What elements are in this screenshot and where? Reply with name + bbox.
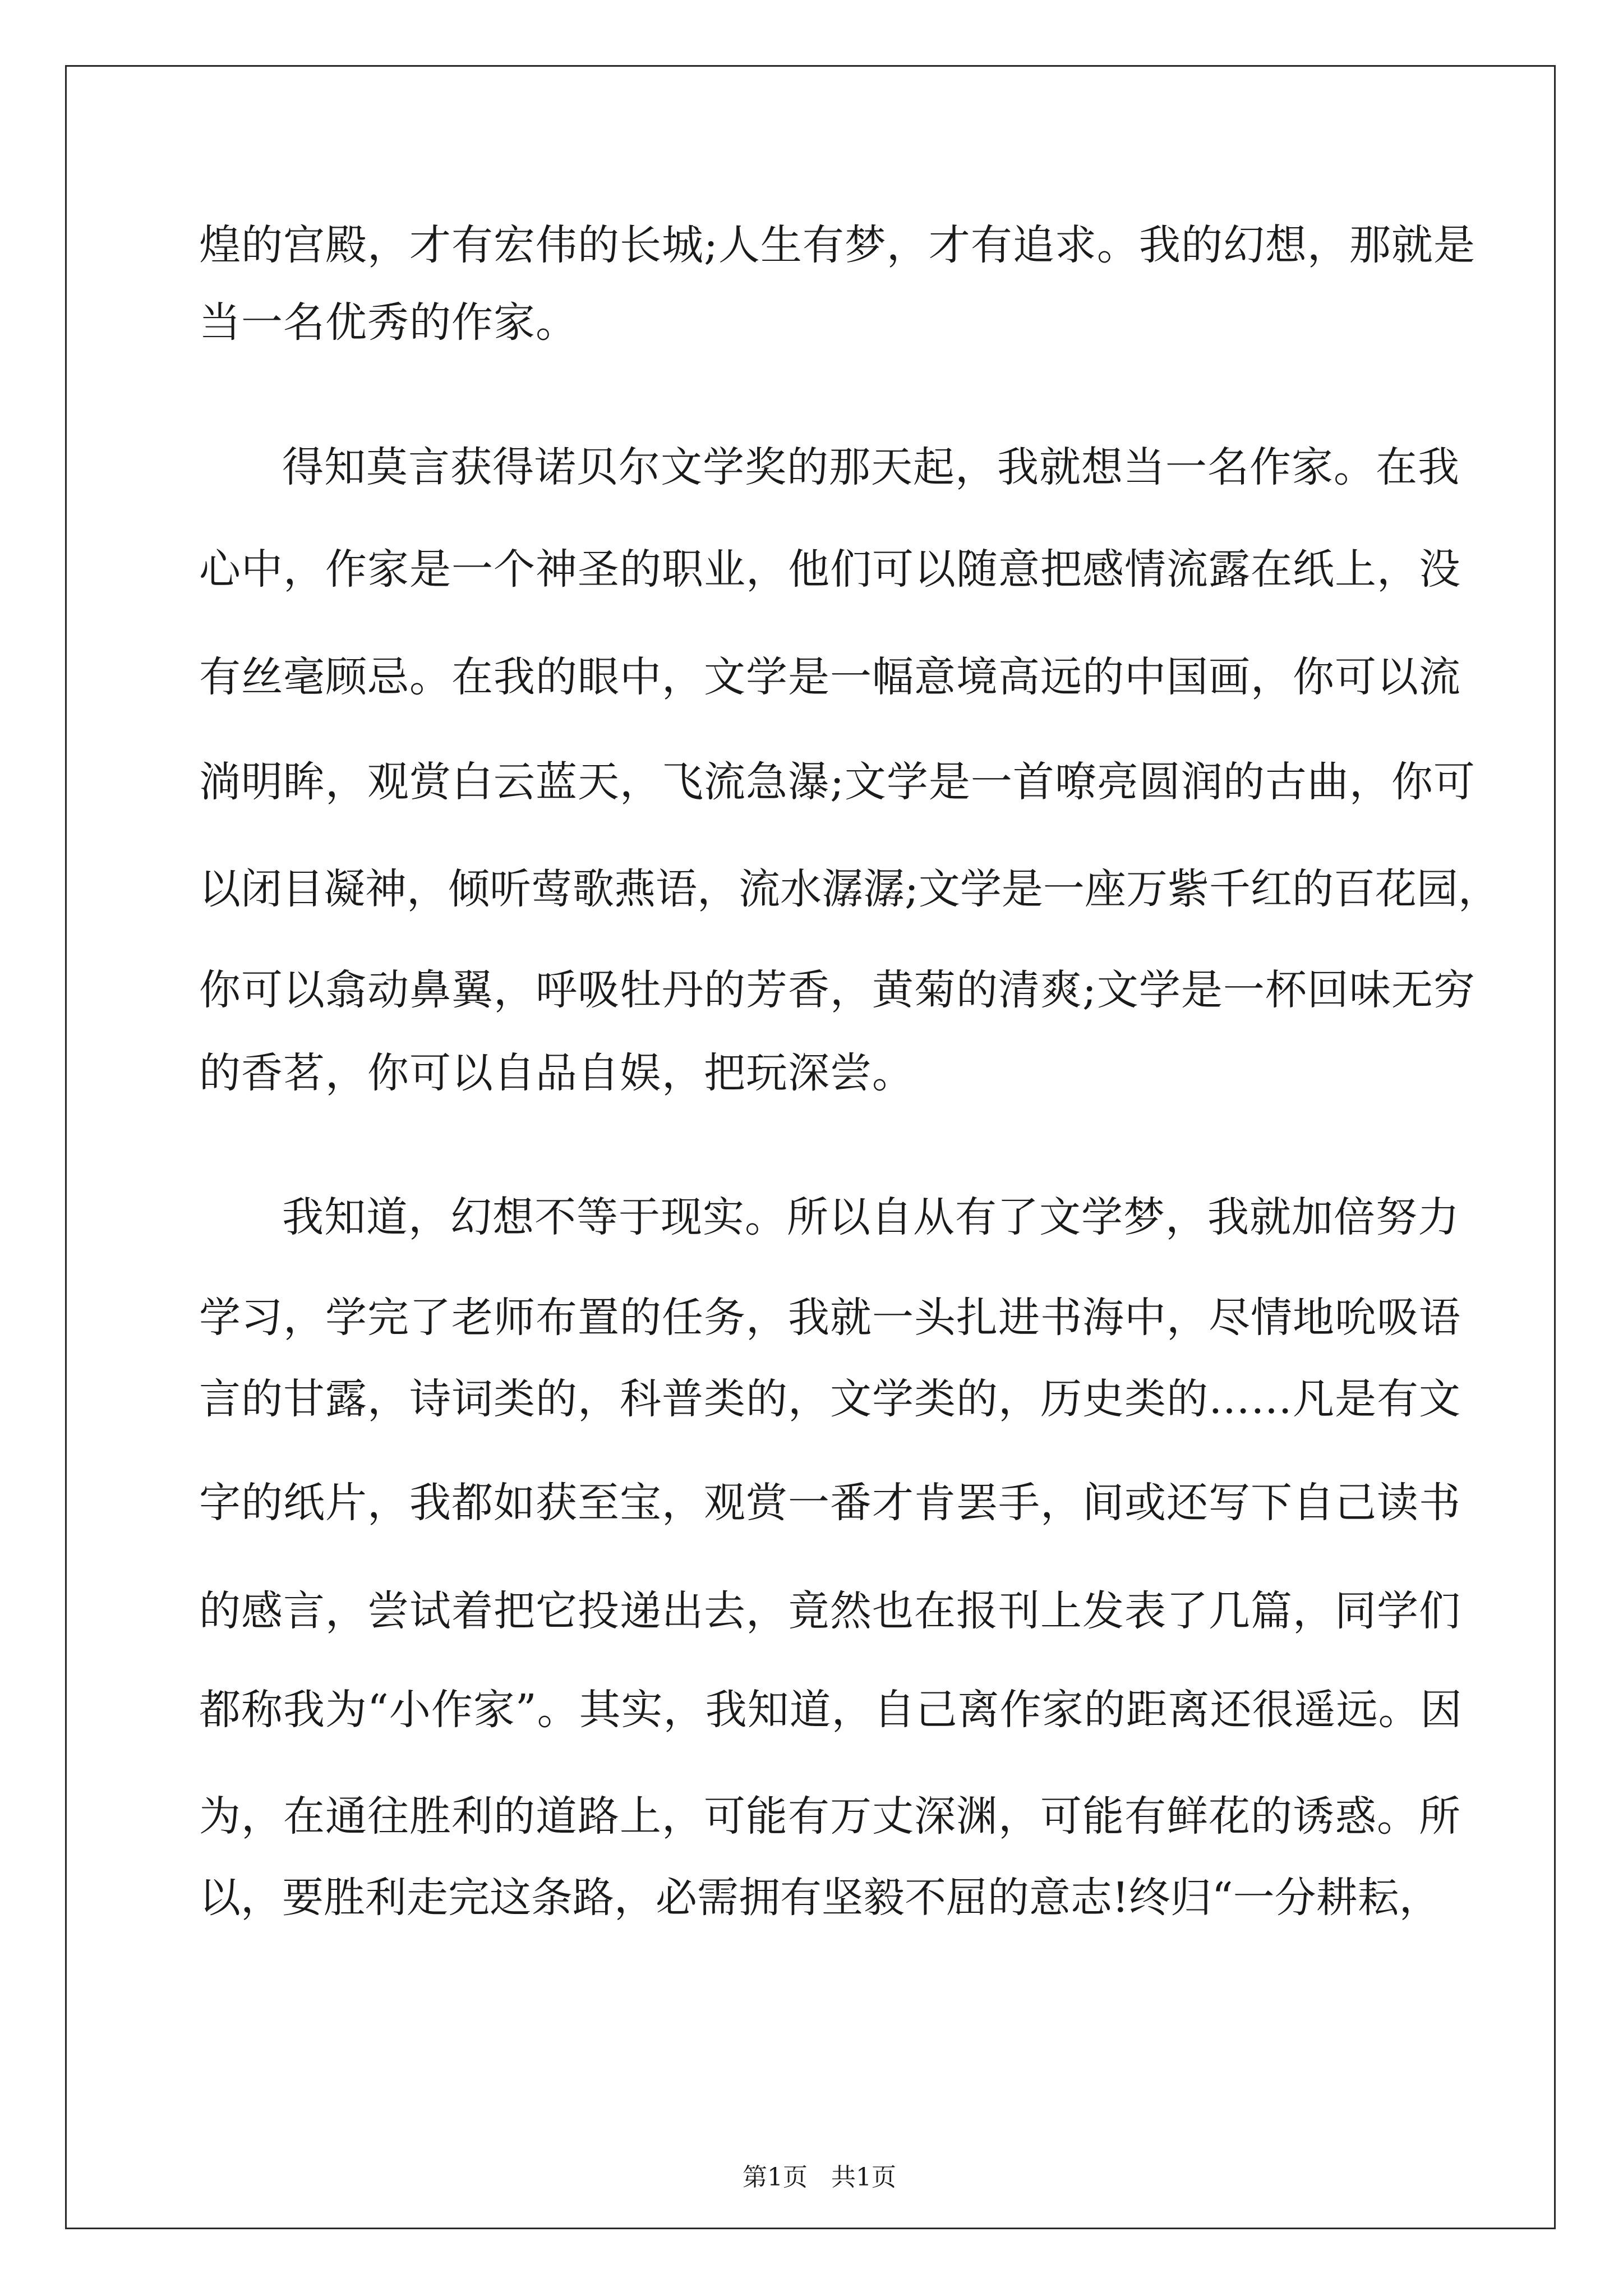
text-line: 心中，作家是一个神圣的职业，他们可以随意把感情流露在纸上，没 (199, 545, 1461, 593)
text-line: 以，要胜利走完这条路，必需拥有坚毅不屈的意志!终归“一分耕耘， (199, 1874, 1441, 1922)
text-line: 你可以翕动鼻翼，呼吸牡丹的芳香，黄菊的清爽;文学是一杯回味无穷 (199, 966, 1476, 1014)
text-line: 的香茗，你可以自品自娱，把玩深尝。 (199, 1049, 914, 1097)
page-footer (0, 2131, 1623, 2193)
text-line: 得知莫言获得诺贝尔文学奖的那天起，我就想当一名作家。在我 (282, 443, 1460, 491)
text-line: 为，在通往胜利的道路上，可能有万丈深渊，可能有鲜花的诱惑。所 (199, 1792, 1461, 1841)
text-line: 的感言，尝试着把它投递出去，竟然也在报刊上发表了几篇，同学们 (199, 1587, 1461, 1635)
text-line: 当一名优秀的作家。 (199, 298, 578, 347)
text-line: 有丝毫顾忌。在我的眼中，文学是一幅意境高远的中国画，你可以流 (199, 653, 1461, 701)
text-line: 以闭目凝神，倾听莺歌燕语，流水潺潺;文学是一座万紫千红的百花园， (199, 865, 1500, 913)
text-line: 煌的宫殿，才有宏伟的长城;人生有梦，才有追求。我的幻想，那就是 (199, 221, 1476, 269)
text-line: 字的纸片，我都如获至宝，观赏一番才肯罢手，间或还写下自己读书 (199, 1479, 1461, 1527)
text-line: 淌明眸，观赏白云蓝天，飞流急瀑;文学是一首嘹亮圆润的古曲，你可 (199, 758, 1476, 806)
page-number-label: 第1页 共1页 (743, 2163, 896, 2192)
text-line: 都称我为“小作家”。其实，我知道，自己离作家的距离还很遥远。因 (199, 1686, 1463, 1734)
text-line: 学习，学完了老师布置的任务，我就一头扎进书海中，尽情地吮吸语 (199, 1294, 1461, 1342)
text-line: 言的甘露，诗词类的，科普类的，文学类的，历史类的……凡是有文 (199, 1375, 1461, 1423)
text-line: 我知道，幻想不等于现实。所以自从有了文学梦，我就加倍努力 (282, 1193, 1460, 1241)
